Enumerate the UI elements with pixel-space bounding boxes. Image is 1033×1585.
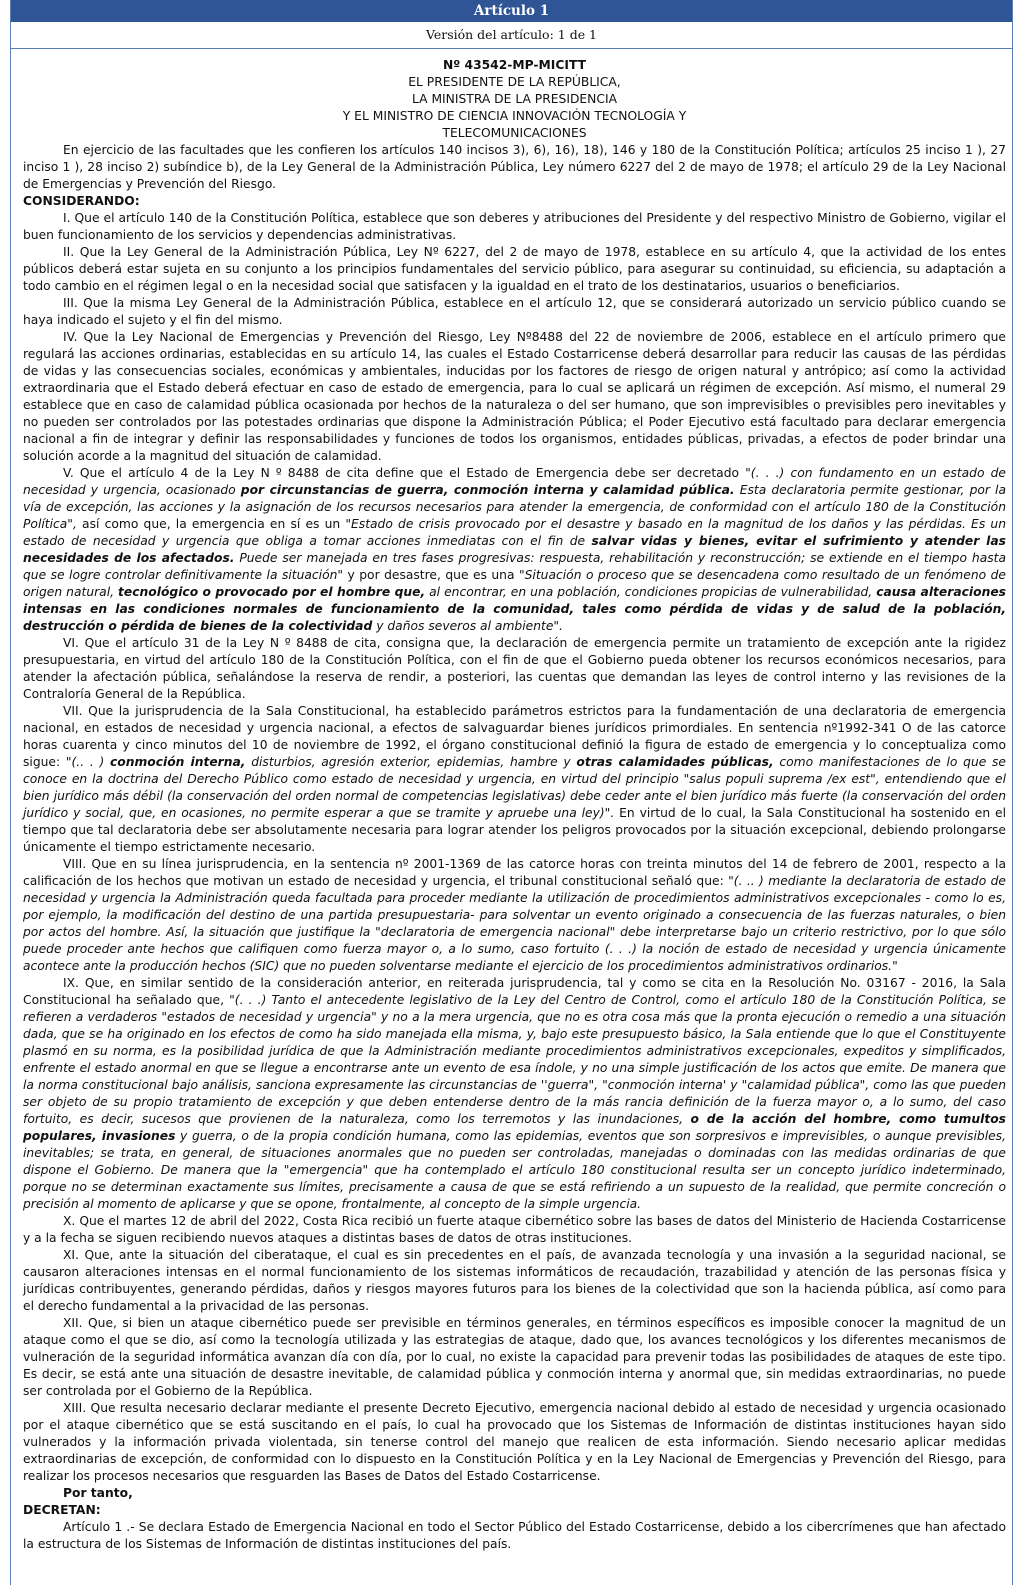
considerando-3: III. Que la misma Ley General de la Administración Pública, establece en el artículo 12, que se considerará autorizado un servicio público cuando se haya indicado el sujeto y el fin del mismo.: [23, 296, 1006, 327]
emphasis-span: causa alteraciones intensas en las condiciones normales de funcionamiento de la comunidad, tales como pérdida de vidas y de salud de la población, destrucción o pérdida de bienes de la colectividad: [23, 585, 1006, 633]
quote-span: y daños severos al ambiente".: [372, 619, 563, 633]
considerando-13: XIII. Que resulta necesario declarar mediante el presente Decreto Ejecutivo, emergencia nacional debido al estado de necesidad y urgencia ocasionado por el ataque cibernético que se está suscitando en el país, lo cual ha provocado que los Sistemas de Información de distintas instituciones hayan sido vulnerados y la información privada violentada, sin tenerse control del manejo que realicen de esta información. Siendo necesario aplicar medidas extraordinarias de excepción, de conformidad con lo dispuesto en la Constitución Política y en la Ley Nacional de Emergencias y Prevención del Riesgo, para realizar los procesos necesarios que resguarden las Bases de Datos del Estado Costarricense.: [23, 1401, 1006, 1483]
quote-span: "Estado de crisis provocado por el desastre y basado en la magnitud de los daños y las pérdidas. Es un estado de necesidad y urgencia que obliga a tomar acciones inmediatas con el fin de: [23, 517, 1006, 548]
considerando-10: X. Que el martes 12 de abril del 2022, Costa Rica recibió un fuerte ataque cibernético sobre las bases de datos del Ministerio de Hacienda Costarricense y a la fecha se siguen recibiendo nuevos ataques a distintas bases de datos de otras instituciones.: [23, 1214, 1006, 1245]
quote-span: Puede ser manejada en tres fases progresivas: respuesta, rehabilitación y reconstrucción; se extiende en el tiempo hasta que se logre controlar definitivamente la situación": [23, 551, 1006, 582]
text-span: V. Que el artículo 4 de la Ley N º 8488 de cita define que el Estado de Emergencia debe ser decretado: [63, 466, 746, 480]
article-frame: [10, 0, 1013, 1585]
quote-span: "(. . .) Tanto el antecedente legislativo de la Ley del Centro de Control, como el artículo 180 de la Constitución Política, se refieren a verdaderos "estados de necesidad y urgencia" y no a la mera urgencia, que no es otra cosa más que la pronta ejecución o remedio a una situación dada, que se ha originado en los efectos de como ha sido manejada ella misma, y, bajo este presupuesto básico, la Sala entiende que lo que el Constituyente plasmó en su norma, es la posibilidad jurídica de que la Administración mediante procedimientos administrativos excepcionales, expeditos y simplificados, enfrente el estado anormal en que se llegue a encontrarse ante un evento de esa índole, y no una simple justificación de los actos que emite. De manera que la norma constitucional bajo análisis, sanciona expresamente las circunstancias de ''guerra", "conmoción interna' y "calamidad pública", como las que pueden ser objeto de su propio tratamiento de excepción y que deben entenderse dentro de la más rancia definición de la fuerza mayor o, a lo sumo, del caso fortuito, es decir, sucesos que provienen de la naturaleza, como los terremotos y las inundaciones,: [23, 993, 1006, 1126]
emphasis-span: por circunstancias de guerra, conmoción interna y calamidad pública.: [240, 483, 735, 497]
quote-span: y guerra, o de la propia condición humana, como las epidemias, eventos que son sorpresivos e imprevisibles, o aunque previsibles, inevitables; se trata, en general, de situaciones anormales que no pueden ser controladas, manejadas o dominadas con las medidas ordinarias de que dispone el Gobierno. De manera que la "emergencia" que ha contemplado el artículo 180 constitucional resulta ser un concepto jurídico indeterminado, porque no se determinan exactamente sus límites, precisamente a causa de que se está refiriendo a un supuesto de la realidad, que permite concreción o precisión al momento de aplicarse y que se opone, frontalmente, al concepto de la simple urgencia.: [23, 1129, 1006, 1211]
preamble: En ejercicio de las facultades que les confieren los artículos 140 incisos 3), 6), 16), 18), 146 y 180 de la Constitución Política; artículos 25 inciso 1 ), 27 inciso 1 ), 28 inciso 2) subíndice b), de la Ley General de la Administración Pública, Ley número 6227 del 2 de mayo de 1978; el artículo 29 de la Ley Nacional de Emergencias y Prevención del Riesgo.: [23, 143, 1006, 191]
considerando-11: XI. Que, ante la situación del ciberataque, el cual es sin precedentes en el país, de avanzada tecnología y una invasión a la seguridad nacional, se causaron alteraciones intensas en el normal funcionamiento de los sistemas informáticos de recaudación, trazabilidad y atención de las personas física y jurídicas contribuyentes, generando pérdidas, daños y riesgos mayores futuros para los bienes de la colectividad que son la hacienda pública, así como para el derecho fundamental a la privacidad de las personas.: [23, 1248, 1006, 1313]
issuer-line: LA MINISTRA DE LA PRESIDENCIA: [411, 92, 618, 106]
emphasis-span: salvar vidas y bienes, evitar el sufrimiento y atender las necesidades de los afectados.: [23, 534, 1006, 565]
text-span: VIII. Que en su línea jurisprudencia, en la sentencia nº 2001-1369 de las catorce horas con treinta minutos del 14 de febrero de 2001, respecto a la calificación de los hechos que motivan un estado de necesidad y urgencia, el tribunal constitucional señaló que:: [23, 857, 1006, 888]
quote-span: "(. .. ) mediante la declaratoria de estado de necesidad y urgencia la Administración queda facultada para proceder mediante la utilización de procedimientos administrativos excepcionales - como lo es, por ejemplo, la modificación del destino de una partida presupuestaria- para solventar un evento originado a consecuencia de las fuerzas naturales, o bien por actos del hombre. Así, la situación que justifique la "declaratoria de emergencia nacional" debe interpretarse bajo un criterio restrictivo, por lo que sólo puede proceder ante hechos que califiquen como fuerza mayor o, a lo sumo, caso fortuito (. . .) la noción de estado de necesidad y urgencia únicamente acontece ante la producción hechos (SIC) que no pueden solventarse mediante el ejercicio de los procedimientos administrativos ordinarios.": [23, 874, 1006, 973]
article-content: [11, 49, 1012, 1553]
articulo-1: Artículo 1 .- Se declara Estado de Emergencia Nacional en todo el Sector Público del Estado Costarricense, debido a los cibercrímenes que han afectado la estructura de los Sistemas de Información de distintas instituciones del país.: [23, 1520, 1006, 1551]
quote-span: "Situación o proceso que se desencadena como resultado de un fenómeno de origen natural,: [23, 568, 1006, 599]
issuer-line: EL PRESIDENTE DE LA REPÚBLICA,: [408, 75, 621, 89]
considerando-8: [23, 856, 1006, 975]
considerando-6: VI. Que el artículo 31 de la Ley N º 8488 de cita, consigna que, la declaración de emergencia permite un tratamiento de excepción ante la rigidez presupuestaria, en virtud del artículo 180 de la Constitución Política, con el fin de que el Gobierno pueda obtener los recursos económicos necesarios, para atender la afectación pública, señalándose la reserva de rendir, a posteriori, las cuentas que demandan las leyes de control interno y las revisiones de la Contraloría General de la República.: [23, 636, 1006, 701]
decree-number: Nº 43542-MP-MICITT: [443, 58, 586, 72]
quote-span: "(.. . ): [65, 755, 110, 769]
text-span: y por desastre, que es una: [343, 568, 519, 582]
article-title-bar: Artículo 1: [11, 0, 1012, 22]
considerando-12: XII. Que, si bien un ataque cibernético puede ser previsible en términos generales, en términos específicos es imposible conocer la magnitud de un ataque como el que se dio, así como la tecnología utilizada y las estrategias de ataque, dado que, los avances tecnológicos y los diferentes mecanismos de vulneración de la seguridad informática avanzan día con día, por lo cual, no existe la capacidad para prevenir todas las posibilidades de ataques de este tipo. Es decir, se está ante una situación de desastre inevitable, de calamidad pública y conmoción interna y anormal que, sin medidas extraordinarias, no puede ser controlada por el Gobierno de la República.: [23, 1316, 1006, 1398]
decretan-heading: DECRETAN:: [23, 1503, 101, 1517]
emphasis-span: otras calamidades públicas,: [576, 755, 774, 769]
por-tanto: Por tanto,: [63, 1486, 133, 1500]
considerando-4: IV. Que la Ley Nacional de Emergencias y Prevención del Riesgo, Ley Nº8488 del 22 de noviembre de 2006, establece en el artículo primero que regulará las acciones ordinarias, establecidas en su artículo 14, las cuales el Estado Costarricense deberá desarrollar para reducir las causas de las pérdidas de vidas y las consecuencias sociales, económicas y ambientales, inducidas por los factores de riesgo de origen natural y antrópico; así como la actividad extraordinaria que el Estado deberá efectuar en caso de estado de emergencia, para lo cual se aplicará un régimen de excepción. Así mismo, el numeral 29 establece que en caso de calamidad pública ocasionada por hechos de la naturaleza o del ser humano, que son imprevisibles o previsibles pero inevitables y no pueden ser controlados por las potestades ordinarias que dispone la Administración Pública; el Poder Ejecutivo está facultado para declarar emergencia nacional a fin de integrar y definir las responsabilidades y funciones de todos los organismos, entidades públicas, privadas, a efectos de poder brindar una solución acorde a la magnitud del situación de calamidad.: [23, 330, 1006, 463]
text-span: VII. Que la jurisprudencia de la Sala Constitucional, ha establecido parámetros estrictos para la fundamentación de una declaratoria de emergencia nacional, en estados de necesidad y urgencia nacional, a efectos de salvaguardar bienes jurídicos primordiales. En sentencia nº1992-341 O de las catorce horas cuarenta y cinco minutos del 10 de noviembre de 1992, el órgano constitucional definió la figura de estado de emergencia y lo conceptualiza como sigue:: [23, 704, 1006, 769]
text-span: IX. Que, en similar sentido de la consideración anterior, en reiterada jurisprudencia, tal y como se cita en la Resolución No. 03167 - 2016, la Sala Constitucional ha señalado que,: [23, 976, 1006, 1007]
quote-span: Esta declaratoria permite gestionar, por la vía de excepción, las acciones y la asignación de los recursos necesarios para atender la emergencia, de conformidad con el artículo 180 de la Constitución Política",: [23, 483, 1007, 531]
quote-span: como manifestaciones de lo que se conoce en la doctrina del Derecho Público como estado de necesidad y urgencia, en virtud del principio "salus populi suprema /ex est", entendiendo que el bien jurídico más débil (la conservación del orden normal de competencias legislativas) debe ceder ante el bien jurídico más fuerte (la conservación del orden jurídico y social, que, en ocasiones, no permite esperar a que se tramite y apruebe una ley)".: [23, 755, 1006, 820]
considerando-2: II. Que la Ley General de la Administración Pública, Ley Nº 6227, del 2 de mayo de 1978, establece en su artículo 4, que la actividad de los entes públicos deberá estar sujeta en su conjunto a los principios fundamentales del servicio público, para asegurar su continuidad, su eficiencia, su adaptación a todo cambio en el régimen legal o en la necesidad social que satisfacen y la igualdad en el trato de los destinatarios, usuarios o beneficiarios.: [23, 245, 1006, 293]
article-version: Versión del artículo: 1 de 1: [11, 22, 1012, 49]
considerando-heading: CONSIDERANDO:: [23, 194, 140, 208]
issuer-line: TELECOMUNICACIONES: [442, 126, 587, 140]
quote-span: "(. . .) con fundamento en un estado de necesidad y urgencia, ocasionado: [23, 466, 1006, 497]
emphasis-span: conmoción interna,: [109, 755, 246, 769]
considerando-9: [23, 975, 1006, 1213]
emphasis-span: tecnológico o provocado por el hombre que,: [118, 585, 426, 599]
issuer-line: Y EL MINISTRO DE CIENCIA INNOVACIÓN TECNOLOGÍA Y: [342, 109, 687, 123]
considerando-1: I. Que el artículo 140 de la Constitución Política, establece que son deberes y atribuciones del Presidente y del respectivo Ministro de Gobierno, vigilar el buen funcionamiento de los servicios y dependencias administrativas.: [23, 211, 1006, 242]
quote-span: al encontrar, en una población, condiciones propicias de vulnerabilidad,: [425, 585, 877, 599]
text-span: así como que, la emergencia en sí es un: [76, 517, 346, 531]
considerando-7: [23, 703, 1006, 856]
considerando-5: [23, 465, 1006, 635]
quote-span: disturbios, agresión exterior, epidemias, hambre y: [245, 755, 577, 769]
decree-header: [23, 57, 1006, 142]
text-span: En virtud de lo cual, la Sala Constitucional ha sostenido en el tiempo que tal declaratoria debe ser absolutamente necesaria para lograr atender los peligros provocados por la situación excepcional, debiendo prolongarse únicamente el tiempo estrictamente necesario.: [23, 806, 1007, 854]
emphasis-span: o de la acción del hombre, como tumultos populares, invasiones: [23, 1112, 1006, 1143]
